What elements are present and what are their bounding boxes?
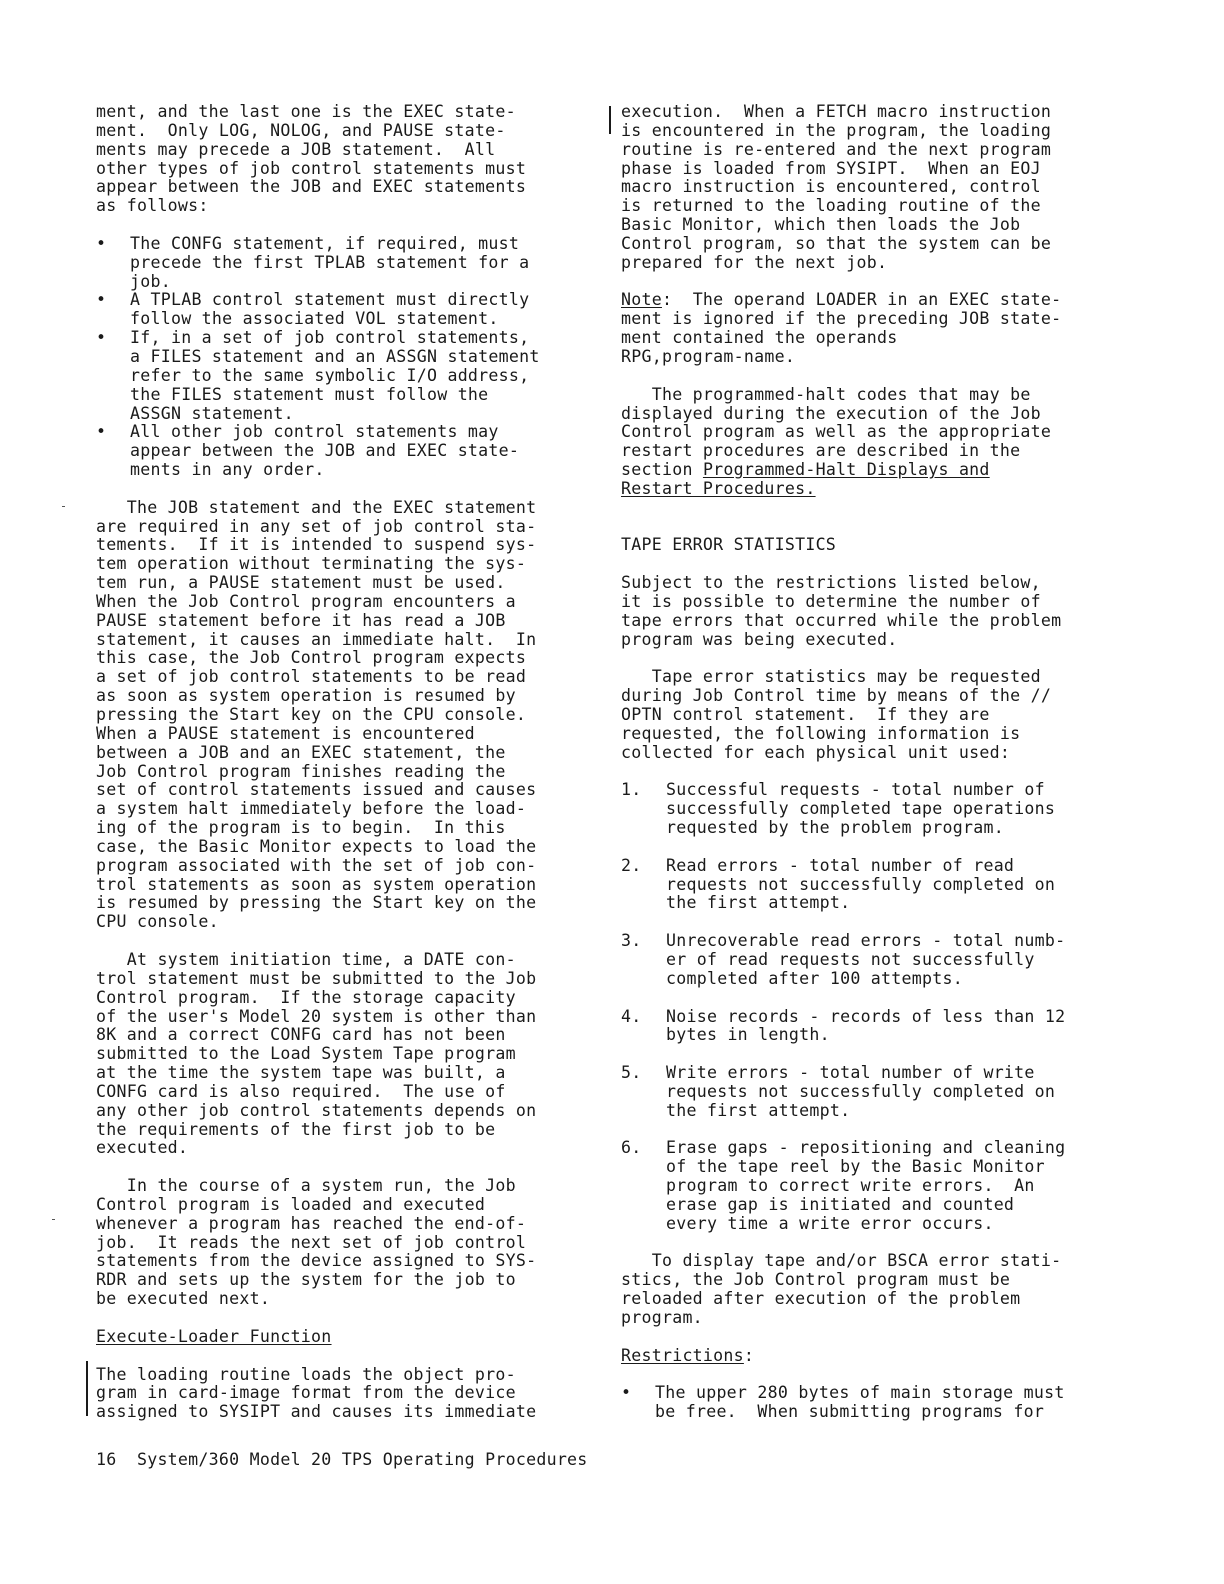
pause-paragraph (96, 499, 588, 932)
text-line: successfully completed tape operations (666, 799, 1056, 819)
list-item (96, 235, 588, 292)
page-footer: 16 System/360 Model 20 TPS Operating Procedures (96, 1450, 588, 1469)
item-number: 2. (621, 855, 642, 875)
text-line: statements from the device assigned to SYS- (96, 1251, 537, 1271)
loading-routine-paragraph (96, 1366, 588, 1423)
text-line: ments in any order. (130, 460, 325, 480)
list-item (96, 423, 588, 480)
text-line: prepared for the next job. (621, 252, 888, 272)
text-line: The programmed-halt codes that may be (621, 384, 1031, 404)
text-line: collected for each physical unit used: (621, 742, 1011, 762)
text-line: completed after 100 attempts. (666, 968, 963, 988)
text-line: it is possible to determine the number of (621, 591, 1041, 611)
text-line: CPU console. (96, 912, 219, 932)
text-line: executed. (96, 1138, 189, 1158)
execution-paragraph (621, 103, 1111, 273)
bullet-icon: • (96, 290, 107, 310)
item-number: 4. (621, 1006, 642, 1026)
text-line: OPTN control statement. If they are (621, 705, 990, 724)
text-line: the first attempt. (666, 1100, 851, 1120)
bullet-icon: • (96, 422, 107, 442)
text-line: trol statements as soon as system operation (96, 874, 537, 894)
ordering-rules-list (96, 235, 588, 480)
cross-reference-link[interactable]: Programmed-Halt Displays and (702, 460, 990, 480)
text-line: The JOB statement and the EXEC statement (96, 497, 537, 517)
bullet-icon: • (621, 1383, 632, 1403)
text-line: a FILES statement and an ASSGN statement (130, 346, 540, 366)
text-line: If, in a set of job control statements, (130, 328, 530, 348)
text-line: Control program as well as the appropriate (621, 422, 1052, 442)
text-line: Successful requests - total number of (666, 780, 1045, 800)
text-fragment: : (743, 1345, 755, 1365)
list-item (621, 857, 1111, 914)
text-line: Erase gaps - repositioning and cleaning (666, 1138, 1066, 1158)
text-line: assigned to SYSIPT and causes its immediate (96, 1402, 537, 1422)
text-line: be executed next. (96, 1289, 271, 1309)
text-line: routine is re-entered and the next program (621, 139, 1052, 159)
item-number: 5. (621, 1063, 642, 1083)
section-heading-execute-loader: Execute-Loader Function (96, 1326, 332, 1346)
text-line: PAUSE statement before it has read a JOB (96, 610, 506, 630)
text-line: requested by the problem program. (666, 818, 1004, 838)
text-line: tements. If it is intended to suspend sys- (96, 535, 537, 555)
revision-bar-right-top (609, 106, 611, 134)
text-line (621, 461, 1111, 480)
text-line: tape errors that occurred while the problem (621, 610, 1062, 630)
text-line: any other job control statements depends on (96, 1100, 537, 1120)
text-line: appear between the JOB and EXEC statements (96, 177, 527, 197)
text-line: whenever a program has reached the end-of- (96, 1213, 527, 1233)
text-line: macro instruction is encountered, control (621, 177, 1041, 197)
text-line: job. It reads the next set of job control (96, 1232, 527, 1252)
margin-tick (62, 506, 65, 507)
text-line: refer to the same symbolic I/O address, (130, 365, 530, 385)
revision-bar-left-bottom (86, 1361, 88, 1416)
text-line: during Job Control time by means of the // (621, 686, 1052, 706)
right-column (621, 103, 1111, 1422)
text-line: as follows: (96, 196, 209, 216)
text-line: restart procedures are described in the (621, 441, 1021, 461)
text-line: a system halt immediately before the load- (96, 799, 527, 819)
text-line: Tape error statistics may be requested (621, 667, 1041, 687)
note-label: Note (621, 290, 662, 310)
text-line: requests not successfully completed on (666, 874, 1056, 894)
text-line: follow the associated VOL statement. (130, 309, 499, 329)
text-line: Subject to the restrictions listed below, (621, 573, 1041, 593)
item-number: 6. (621, 1138, 642, 1158)
text-line: RPG,program-name. (621, 346, 796, 366)
text-line: er of read requests not successfully (666, 949, 1035, 969)
halt-codes-paragraph (621, 386, 1111, 499)
text-line: pressing the Start key on the CPU console. (96, 705, 527, 724)
text-line: When a PAUSE statement is encountered (96, 723, 475, 743)
note-paragraph (621, 291, 1111, 366)
text-line: between a JOB and an EXEC statement, the (96, 742, 506, 762)
section-heading-tape-error-statistics: TAPE ERROR STATISTICS (621, 535, 837, 555)
text-line: ing of the program is to begin. In this (96, 818, 506, 838)
text-line: RDR and sets up the system for the job to (96, 1270, 516, 1290)
text-line: program associated with the set of job con- (96, 855, 537, 875)
restrictions-list (621, 1384, 1111, 1422)
text-line: program to correct write errors. An (666, 1176, 1035, 1196)
margin-tick (52, 1219, 55, 1220)
text-line: the requirements of the first job to be (96, 1119, 496, 1139)
list-item (621, 781, 1111, 838)
text-line: stics, the Job Control program must be (621, 1270, 1011, 1290)
text-line: case, the Basic Monitor expects to load the (96, 836, 537, 856)
text-line: Control program, so that the system can be (621, 233, 1052, 253)
date-paragraph (96, 951, 588, 1158)
text-line: reloaded after execution of the problem (621, 1289, 1021, 1309)
text-line: job. (130, 271, 171, 291)
text-line: other types of job control statements must (96, 158, 527, 178)
system-run-paragraph (96, 1177, 588, 1309)
text-line: be free. When submitting programs for (655, 1402, 1045, 1422)
restrictions-intro-paragraph (621, 574, 1111, 649)
text-line: ment is ignored if the preceding JOB state- (621, 309, 1062, 329)
intro-paragraph (96, 103, 588, 216)
text-line: at the time the system tape was built, a (96, 1063, 506, 1083)
text-line: requested, the following information is (621, 723, 1021, 743)
text-line: bytes in length. (666, 1025, 830, 1045)
list-item (96, 329, 588, 423)
list-item (621, 1384, 1111, 1422)
text-line: of the tape reel by the Basic Monitor (666, 1157, 1045, 1177)
text-line: execution. When a FETCH macro instruction (621, 102, 1052, 121)
text-line: appear between the JOB and EXEC state- (130, 441, 520, 461)
text-line: gram in card-image format from the device (96, 1383, 516, 1403)
text-line: A TPLAB control statement must directly (130, 290, 530, 310)
text-line: the FILES statement must follow the (130, 384, 489, 404)
text-line: To display tape and/or BSCA error stati- (621, 1251, 1062, 1271)
left-column (96, 103, 588, 1422)
text-line: ments may precede a JOB statement. All (96, 139, 496, 159)
text-line: a set of job control statements to be read (96, 667, 527, 687)
text-line: In the course of a system run, the Job (96, 1176, 516, 1196)
text-line: Job Control program finishes reading the (96, 761, 506, 781)
text-line: set of control statements issued and causes (96, 780, 537, 800)
list-item (621, 1139, 1111, 1233)
text-line: trol statement must be submitted to the Job (96, 968, 537, 988)
text-line: tem run, a PAUSE statement must be used. (96, 573, 506, 593)
text-line: CONFG card is also required. The use of (96, 1081, 506, 1101)
list-item (621, 1064, 1111, 1121)
text-line: precede the first TPLAB statement for a (130, 252, 530, 272)
text-line: is returned to the loading routine of the (621, 196, 1041, 216)
list-item (621, 932, 1111, 989)
text-line: ment, and the last one is the EXEC state- (96, 102, 516, 121)
text-line: The CONFG statement, if required, must (130, 233, 520, 253)
text-line: phase is loaded from SYSIPT. When an EOJ (621, 158, 1041, 178)
text-line: Basic Monitor, which then loads the Job (621, 215, 1021, 235)
text-line: ment contained the operands (621, 328, 898, 348)
text-line: submitted to the Load System Tape program (96, 1044, 516, 1064)
text-line: program. (621, 1308, 703, 1327)
text-line: program was being executed. (621, 629, 898, 649)
text-line: ASSGN statement. (130, 403, 294, 423)
list-item (621, 1008, 1111, 1046)
note-first-line (621, 291, 1111, 310)
bullet-icon: • (96, 233, 107, 253)
text-line: as soon as system operation is resumed by (96, 686, 516, 706)
text-line: requests not successfully completed on (666, 1081, 1056, 1101)
text-line: is encountered in the program, the loading (621, 120, 1052, 140)
text-line: Read errors - total number of read (666, 855, 1015, 875)
text-line: The loading routine loads the object pro- (96, 1364, 516, 1384)
text-line: erase gap is initiated and counted (666, 1194, 1015, 1214)
text-line: the first attempt. (666, 893, 851, 913)
text-line: ment. Only LOG, NOLOG, and PAUSE state- (96, 120, 506, 140)
text-line: Noise records - records of less than 12 (666, 1006, 1066, 1026)
text-fragment: section (621, 460, 703, 480)
text-line: every time a write error occurs. (666, 1213, 994, 1233)
text-line: this case, the Job Control program expects (96, 648, 527, 668)
optn-paragraph (621, 668, 1111, 762)
text-line: Write errors - total number of write (666, 1063, 1035, 1083)
text-line: Control program is loaded and executed (96, 1194, 486, 1214)
list-item (96, 291, 588, 329)
text-line: The upper 280 bytes of main storage must (655, 1383, 1065, 1403)
text-line: When the Job Control program encounters a (96, 591, 516, 611)
text-line: tem operation without terminating the sys- (96, 554, 527, 574)
text-line: At system initiation time, a DATE con- (96, 949, 516, 969)
text-line: 8K and a correct CONFG card has not been (96, 1025, 506, 1045)
text-fragment: : The operand LOADER in an EXEC state- (661, 290, 1062, 310)
text-line: displayed during the execution of the Job (621, 403, 1041, 423)
text-line: Control program. If the storage capacity (96, 987, 516, 1007)
restrictions-heading (621, 1347, 1111, 1366)
text-line: All other job control statements may (130, 422, 499, 442)
item-number: 3. (621, 931, 642, 951)
display-paragraph (621, 1252, 1111, 1327)
item-number: 1. (621, 780, 642, 800)
statistics-list (621, 781, 1111, 1233)
bullet-icon: • (96, 328, 107, 348)
text-line: are required in any set of job control sta- (96, 516, 537, 536)
text-line: statement, it causes an immediate halt. In (96, 629, 537, 649)
text-line: of the user's Model 20 system is other than (96, 1006, 537, 1026)
text-line: is resumed by pressing the Start key on the (96, 893, 537, 913)
restrictions-label: Restrictions (621, 1345, 744, 1365)
text-line: Unrecoverable read errors - total numb- (666, 931, 1066, 951)
cross-reference-link[interactable]: Restart Procedures. (621, 478, 816, 498)
